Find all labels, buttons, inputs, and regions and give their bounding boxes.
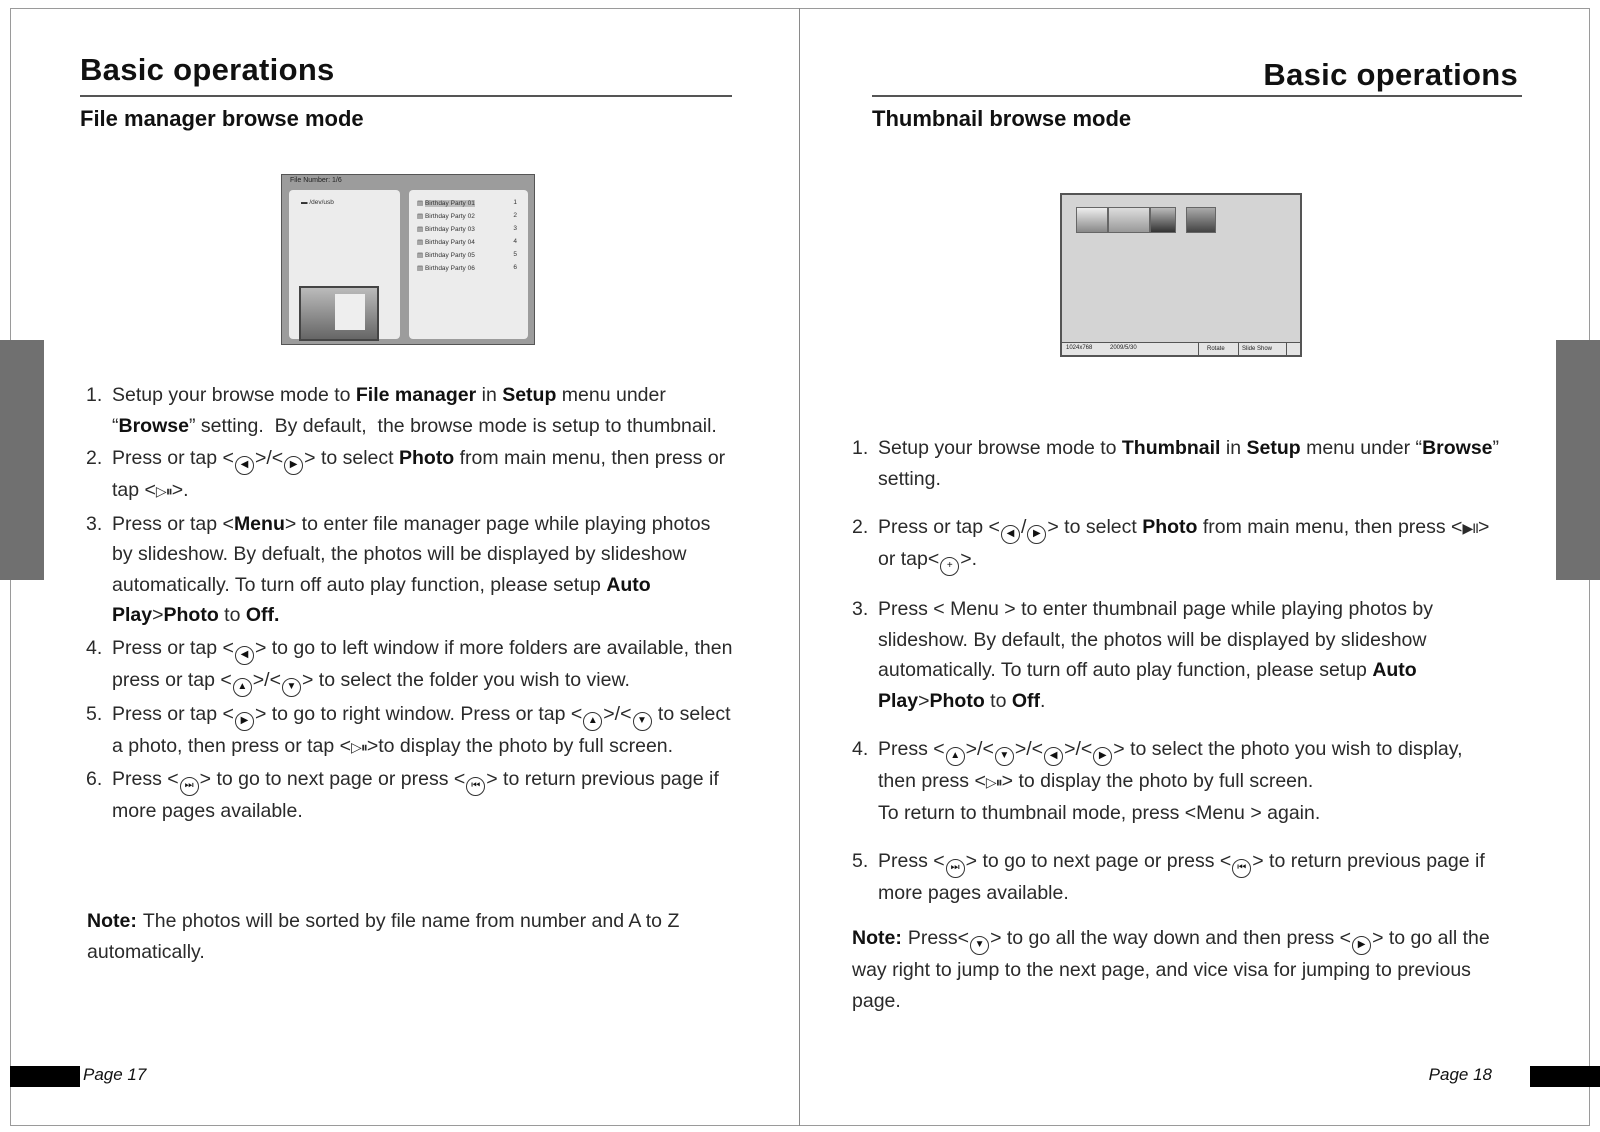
note-label: Note: [87,910,137,932]
thumbnail [1150,207,1176,233]
folder-path-label: /dev/usb [309,199,334,206]
file-row: ▤ Birthday Party 05 5 [417,251,517,259]
slide-show-button: Slide Show [1238,343,1287,355]
folder-path: ▬ /dev/usb [301,199,334,206]
step-item: 2. Press or tap < ◀ / ▶ > to select Photo from main menu, then press <▶II> or tap< + >. [852,512,1502,576]
file-row: ▤ Birthday Party 06 6 [417,264,517,272]
step-item: 5. Press < ⏭ > to go to next page or press < ⏮ > to return previous page if more pages available. [852,850,1485,904]
preview-thumbnail [299,286,379,341]
page-18 [800,0,1600,1132]
left-button-icon: ◀ [235,646,254,665]
step-item: 5. Press or tap < ▶ > to go to right window. Press or tap < ▲ >/< ▼ to select a photo, then press or tap <▷⏸>to display the photo by full screen. [86,702,731,757]
file-manager-screenshot [281,174,535,345]
footer-bar [10,1066,80,1087]
file-row: ▤ Birthday Party 03 3 [417,225,517,233]
title-rule [80,95,732,97]
left-button-icon: ◀ [235,456,254,475]
up-button-icon: ▲ [233,678,252,697]
step-item: 2. Press or tap < ◀ >/< ▶ > to select Photo from main menu, then press or tap <▷⏸>. [86,447,726,501]
step-item: 3. Press or tap <Menu> to enter file manager page while playing photos by slideshow. By defualt, the photos will be displayed by slideshow automatically. To turn off auto play function, please setup Auto Play>Photo to Off. [86,512,711,626]
next-page-icon: ⏭ [180,777,199,796]
file-list-panel [409,190,528,339]
step-item: 4. Press or tap < ◀ > to go to left window if more folders are available, then press or tap < ▲ >/< ▼ > to select the folder you wish to view. [86,633,736,697]
note-label: Note: [852,927,902,949]
up-button-icon: ▲ [583,712,602,731]
play-pause-icon: ▷⏸ [985,774,1002,790]
folder-panel [289,190,400,339]
thumbnail [1186,207,1216,233]
status-bar [1062,342,1300,355]
thumbnail-screenshot [1060,193,1302,357]
file-row: ▤ Birthday Party 02 2 [417,212,517,220]
enter-button-icon: + [940,557,959,576]
thumbnail [1076,207,1108,233]
down-button-icon: ▼ [282,678,301,697]
instruction-list [852,433,1502,927]
left-button-icon: ◀ [1001,525,1020,544]
up-button-icon: ▲ [946,747,965,766]
section-title: File manager browse mode [80,106,364,131]
play-pause-icon: ▷⏸ [155,483,172,499]
note-text: The photos will be sorted by file name from number and A to Z automatically. [87,910,680,963]
step-item: 6. Press < ⏭ > to go to next page or press < ⏮ > to return previous page if more pages available. [86,768,719,822]
down-button-icon: ▼ [995,747,1014,766]
rotate-button: Rotate [1198,343,1247,355]
next-page-icon: ⏭ [946,859,965,878]
file-row: ▤ Birthday Party 04 4 [417,238,517,246]
right-button-icon: ▶ [1027,525,1046,544]
step-item: 1. Setup your browse mode to Thumbnail in Setup menu under “Browse” setting. [852,437,1500,490]
right-button-icon: ▶ [235,712,254,731]
file-row: ▤ Birthday Party 01 1 [417,199,517,207]
note: Note: Press< ▼ > to go all the way down and then press < ▶ > to go all the way right to jump to the next page, and vice visa for jumping to previous page. [852,927,1490,1012]
prev-page-icon: ⏮ [1232,859,1251,878]
date-label: 2009/5/30 [1110,345,1137,351]
page-number: Page 17 [83,1065,147,1084]
note [87,906,737,968]
resolution-label: 1024x768 [1066,345,1093,351]
prev-page-icon: ⏮ [466,777,485,796]
down-button-icon: ▼ [970,936,989,955]
step-item: 1. Setup your browse mode to File manager in Setup menu under “Browse” setting. By default, the browse mode is setup to thumbnail. [86,384,717,437]
step-item: 3. Press < Menu > to enter thumbnail page while playing photos by slideshow. By default, the photos will be displayed by slideshow automatically. To turn off auto play function, please setup Auto Play>Photo to Off. [852,598,1434,712]
left-button-icon: ◀ [1044,747,1063,766]
section-title: Thumbnail browse mode [872,106,1132,131]
right-button-icon: ▶ [1352,936,1371,955]
title-rule [872,95,1522,97]
right-button-icon: ▶ [284,456,303,475]
right-button-icon: ▶ [1093,747,1112,766]
instruction-list [86,380,736,829]
page-title: Basic operations [80,52,335,87]
page-title: Basic operations [1263,57,1518,92]
play-pause-icon: ▷⏸ [351,738,367,755]
page-number: Page 18 [1428,1065,1492,1084]
step-item: 4. Press < ▲ >/< ▼ >/< ◀ >/< ▶ > to select the photo you wish to display, then press <▷⏸> to display the photo by full screen. To return to thumbnail mode, press <Menu > again. [852,738,1463,824]
play-pause-icon: ▶II [1462,520,1478,536]
thumbnail [1108,207,1150,233]
down-button-icon: ▼ [633,712,652,731]
footer-bar [1530,1066,1600,1087]
file-number-label: File Number: 1/6 [290,177,342,184]
